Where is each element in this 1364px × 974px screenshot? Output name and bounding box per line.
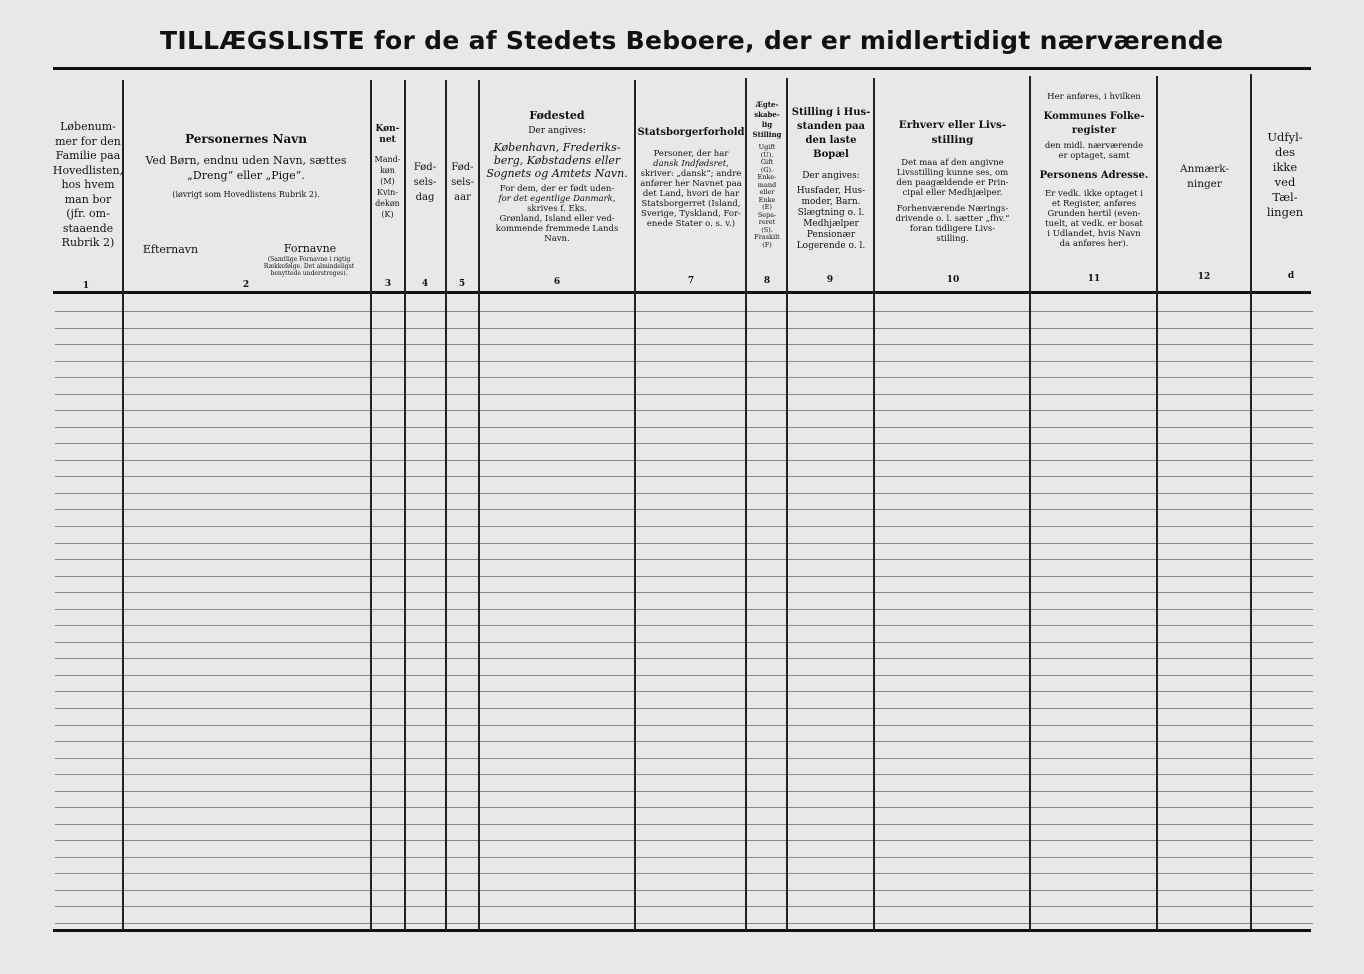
col-number-7: 7 (687, 276, 695, 286)
col-number-2: 2 (242, 280, 250, 290)
row-rule (55, 642, 1313, 643)
row-rule (55, 509, 1313, 510)
row-rule (55, 691, 1313, 692)
page-title: TILLÆGSLISTE for de af Stedets Beboere, der er midlertidigt nærværende (160, 26, 1224, 55)
col-number-1: 1 (82, 281, 90, 291)
col3-header: Køn- net Mand- køn (M) Kvin- dekøn (K) (374, 124, 401, 219)
row-rule (55, 427, 1313, 428)
row-rule (55, 476, 1313, 477)
col-sep-12 (1250, 74, 1252, 929)
row-rule (55, 394, 1313, 395)
row-rule (55, 609, 1313, 610)
row-rule (55, 791, 1313, 792)
col-number-5: 5 (458, 279, 466, 289)
col5-header: Fød- sels- aar (451, 162, 474, 203)
col-d-header: Udfyl- des ikke ved Tæl- lingen (1266, 130, 1304, 219)
col-number-4: 4 (421, 279, 429, 289)
row-rule (55, 361, 1313, 362)
row-rule (55, 708, 1313, 709)
fornavne-label: Fornavne (283, 242, 337, 255)
col-number-12: 12 (1197, 272, 1211, 282)
row-rule (55, 923, 1313, 924)
col8-header: Ægte- skabe- lig Stilling Ugift (U). Gift (G). Enke- mand eller Enke (E) Sepa- reret (S). Fraskilt (F) (752, 100, 782, 249)
col-number-6: 6 (553, 277, 561, 287)
col7-header: Statsborgerforhold Personer, der har dansk Indfødsret, skriver: „dansk“; andre anfører her Navnet paa det Land, hvori de har Statsborgerret (Island, Sverige, Tyskland, For- enede Stater o. s. v.) (637, 127, 745, 229)
header-bottom-rule (53, 291, 1311, 294)
col-number-3: 3 (384, 279, 392, 289)
row-rule (55, 857, 1313, 858)
row-rule (55, 741, 1313, 742)
row-rule (55, 824, 1313, 825)
row-rule (55, 460, 1313, 461)
row-rule (55, 758, 1313, 759)
col-number-d: d (1287, 271, 1295, 281)
col-number-9: 9 (826, 275, 834, 285)
row-rule (55, 658, 1313, 659)
col9-header: Stilling i Hus- standen paa den laste Bopæl Der angives: Husfader, Hus- moder, Barn. Slægtning o. l. Medhjælper Pensionær Logerende o. l. (791, 107, 871, 251)
efternavn-label: Efternavn (142, 243, 199, 256)
col-number-11: 11 (1087, 274, 1101, 284)
row-rule (55, 559, 1313, 560)
col-number-10: 10 (946, 275, 960, 285)
row-rule (55, 344, 1313, 345)
col-number-8: 8 (763, 276, 771, 286)
col10-header: Erhverv eller Livs- stilling Det maa af den angivne Livsstilling kunne ses, om den paagældende er Prin- cipal eller Medhjælper. Forhenværende Nærings- drivende o. l. sætter „fhv.“ foran tidligere Livs- stilling. (895, 119, 1010, 244)
row-rule (55, 840, 1313, 841)
row-rule (55, 906, 1313, 907)
row-rule (55, 675, 1313, 676)
col6-header: Fødested Der angives: København, Frederiks- berg, Købstadens eller Sognets og Amtets Navn. For dem, der er født uden- for det egentlige Danmark, skrives f. Eks. Grønland, Island eller ved- kommende fremmede Lands Navn. (486, 109, 628, 244)
row-rule (55, 807, 1313, 808)
row-rule (55, 377, 1313, 378)
col11-header: Her anføres, i hvilken Kommunes Folke- register den midl. nærværende er optaget, samt Personens Adresse. Er vedk. ikke optaget i et Register, anføres Grunden hertil (even- tuelt, at vedk. er bosat i Udlandet, hvis Navn da anføres her). (1039, 92, 1149, 249)
col2-header: Personernes Navn Ved Børn, endnu uden Navn, sættes „Dreng“ eller „Pige“. (iøvrigt som Hovedlistens Rubrik 2). (145, 132, 347, 199)
row-rule (55, 725, 1313, 726)
col1-header: Løbenum- mer for den Familie paa Hovedlisten, hos hvem man bor (jfr. om- staaende Rubrik 2) (52, 120, 124, 249)
row-rule (55, 774, 1313, 775)
bottom-rule (53, 929, 1311, 932)
row-rule (55, 890, 1313, 891)
row-rule (55, 410, 1313, 411)
row-rule (55, 592, 1313, 593)
row-rule (55, 311, 1313, 312)
col4-header: Fød- sels- dag (413, 162, 437, 203)
row-rule (55, 526, 1313, 527)
row-rule (55, 443, 1313, 444)
fornavne-note: (Samtlige Fornavne i rigtig Rækkefølge. Det almindeligst benyttede understreges). (263, 256, 355, 277)
col-sep-4 (445, 80, 447, 931)
col-sep-3 (404, 80, 406, 931)
top-rule (53, 67, 1311, 70)
col12-header: Anmærk- ninger (1180, 163, 1229, 190)
row-rule (55, 625, 1313, 626)
row-rule (55, 543, 1313, 544)
row-rule (55, 328, 1313, 329)
row-rule (55, 873, 1313, 874)
row-rule (55, 576, 1313, 577)
row-rule (55, 493, 1313, 494)
